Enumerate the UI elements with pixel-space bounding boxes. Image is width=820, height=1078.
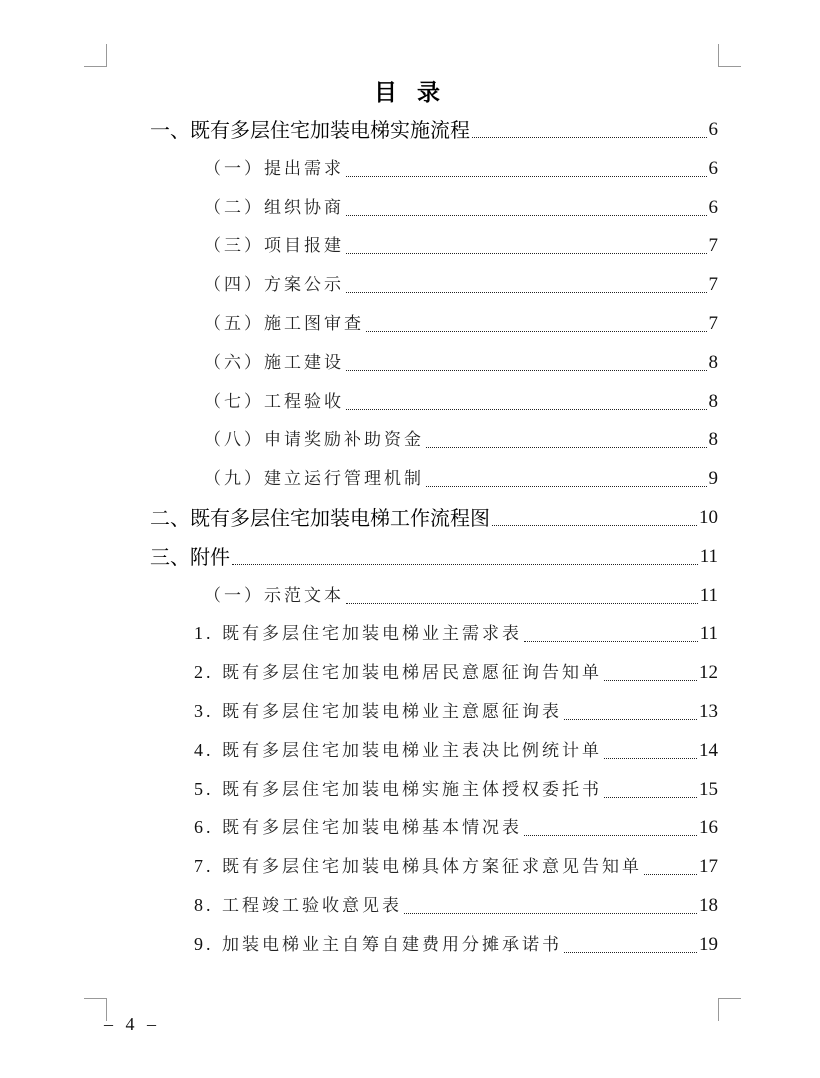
- toc-entry-label: [194, 853, 642, 880]
- toc-entry[interactable]: [194, 777, 718, 803]
- toc-entry-number: 9.: [194, 934, 214, 954]
- toc-entry-label: 一、既有多层住宅加装电梯实施流程: [150, 118, 470, 142]
- toc-entry[interactable]: [204, 389, 718, 415]
- toc-entry-label: [194, 698, 562, 725]
- toc-entry-label: （四）方案公示: [204, 275, 344, 295]
- toc-entry[interactable]: [204, 311, 718, 337]
- toc-entry-number: 8.: [194, 895, 214, 915]
- toc-entry-label: [194, 892, 402, 919]
- toc-entry[interactable]: [150, 117, 718, 143]
- toc-entry[interactable]: [204, 427, 718, 453]
- toc-page-number: 18: [699, 895, 718, 916]
- toc-entry-number: 1.: [194, 623, 214, 643]
- toc-page-number: 6: [708, 158, 718, 179]
- toc-page-number: 14: [699, 740, 718, 761]
- toc-dot-leader: [524, 834, 697, 836]
- toc-entry-text: 既有多层住宅加装电梯具体方案征求意见告知单: [222, 857, 642, 877]
- toc-dot-leader: [564, 718, 697, 720]
- toc-entry-label: （九）建立运行管理机制: [204, 469, 424, 489]
- toc-entry-label: （五）施工图审查: [204, 314, 364, 334]
- toc-dot-leader: [644, 873, 697, 875]
- toc-entry[interactable]: [194, 699, 718, 725]
- toc-entry[interactable]: [204, 466, 718, 492]
- crop-mark-bottom-right: [718, 998, 741, 1021]
- toc-dot-leader: [366, 330, 707, 332]
- toc-dot-leader: [404, 912, 697, 914]
- toc-dot-leader: [346, 291, 707, 293]
- toc-entry-label: （八）申请奖励补助资金: [204, 430, 424, 450]
- toc-dot-leader: [604, 679, 697, 681]
- toc-entry-text: 既有多层住宅加装电梯业主需求表: [222, 624, 522, 644]
- toc-entry-number: 2.: [194, 662, 214, 682]
- toc-page-number: 12: [699, 662, 718, 683]
- toc-page-number: 13: [699, 701, 718, 722]
- toc-entry-number: 5.: [194, 779, 214, 799]
- toc-entry[interactable]: [204, 350, 718, 376]
- toc-dot-leader: [524, 640, 698, 642]
- toc-entry-text: 既有多层住宅加装电梯业主表决比例统计单: [222, 741, 602, 761]
- toc-page-number: 7: [708, 313, 718, 334]
- toc-entry[interactable]: [204, 233, 718, 259]
- toc-entry-label: （二）组织协商: [204, 198, 344, 218]
- toc-entry[interactable]: [150, 544, 718, 570]
- toc-entry-label: （一）示范文本: [204, 586, 344, 606]
- toc-entry[interactable]: [150, 505, 718, 531]
- toc-dot-leader: [564, 951, 697, 953]
- toc-page-number: 9: [708, 468, 718, 489]
- toc-dot-leader: [426, 485, 707, 487]
- toc-entry-label: （三）项目报建: [204, 236, 344, 256]
- crop-mark-top-left: [84, 44, 107, 67]
- toc-dot-leader: [426, 446, 707, 448]
- toc-entry[interactable]: [194, 815, 718, 841]
- toc-entry[interactable]: [194, 738, 718, 764]
- toc-dot-leader: [472, 136, 707, 138]
- toc-page-number: 6: [708, 197, 718, 218]
- page-title: 目 录: [373, 80, 446, 106]
- toc-page-number: 15: [699, 779, 718, 800]
- toc-dot-leader: [492, 524, 697, 526]
- toc-entry-text: 既有多层住宅加装电梯居民意愿征询告知单: [222, 663, 602, 683]
- crop-mark-top-right: [718, 44, 741, 67]
- toc-entry-label: 三、附件: [150, 545, 230, 569]
- toc-entry-number: 6.: [194, 817, 214, 837]
- toc-dot-leader: [604, 796, 697, 798]
- toc-dot-leader: [346, 252, 707, 254]
- toc-entry-number: 3.: [194, 701, 214, 721]
- toc-entry-text: 既有多层住宅加装电梯实施主体授权委托书: [222, 780, 602, 800]
- toc-dot-leader: [346, 408, 707, 410]
- toc-page-number: 8: [708, 352, 718, 373]
- toc-page-number: 11: [699, 585, 718, 606]
- toc-entry[interactable]: [194, 621, 718, 647]
- toc-entry-label: [194, 931, 562, 958]
- toc-entry-label: [194, 659, 602, 686]
- toc-entry[interactable]: [194, 893, 718, 919]
- toc-entry[interactable]: [194, 854, 718, 880]
- toc-entry-number: 4.: [194, 740, 214, 760]
- toc-entry[interactable]: [204, 195, 718, 221]
- toc-entry[interactable]: [204, 156, 718, 182]
- toc-entry-label: 二、既有多层住宅加装电梯工作流程图: [150, 506, 490, 530]
- toc-page-number: 7: [708, 235, 718, 256]
- toc-page-number: 7: [708, 274, 718, 295]
- toc-page-number: 10: [699, 507, 718, 528]
- toc-dot-leader: [232, 563, 698, 565]
- toc-entry-text: 工程竣工验收意见表: [222, 896, 402, 916]
- toc-entry-label: [194, 737, 602, 764]
- toc-entry-label: （六）施工建设: [204, 353, 344, 373]
- toc-entry-number: 7.: [194, 856, 214, 876]
- toc-entry-text: 既有多层住宅加装电梯基本情况表: [222, 818, 522, 838]
- toc-entry[interactable]: [194, 660, 718, 686]
- toc-dot-leader: [346, 602, 698, 604]
- toc-entry-label: [194, 776, 602, 803]
- toc-page-number: 11: [699, 623, 718, 644]
- toc-page-number: 11: [699, 546, 718, 567]
- toc-dot-leader: [346, 369, 707, 371]
- toc-page-number: 19: [699, 934, 718, 955]
- toc-page-number: 17: [699, 856, 718, 877]
- toc-page-number: 6: [708, 119, 718, 140]
- toc-page-number: 8: [708, 429, 718, 450]
- toc-entry-label: [194, 814, 522, 841]
- toc-entry-text: 既有多层住宅加装电梯业主意愿征询表: [222, 702, 562, 722]
- toc-entry[interactable]: [204, 272, 718, 298]
- toc-entry-label: [194, 620, 522, 647]
- toc-entry-label: （一）提出需求: [204, 159, 344, 179]
- toc-page-number: 16: [699, 817, 718, 838]
- toc-dot-leader: [346, 214, 707, 216]
- toc-entry[interactable]: [204, 583, 718, 609]
- toc-page-number: 8: [708, 391, 718, 412]
- toc-entry-label: （七）工程验收: [204, 392, 344, 412]
- toc-dot-leader: [604, 757, 697, 759]
- toc-entry-text: 加装电梯业主自筹自建费用分摊承诺书: [222, 935, 562, 955]
- toc-entry[interactable]: [194, 932, 718, 958]
- toc-dot-leader: [346, 175, 707, 177]
- page-number: – 4 –: [104, 1014, 160, 1034]
